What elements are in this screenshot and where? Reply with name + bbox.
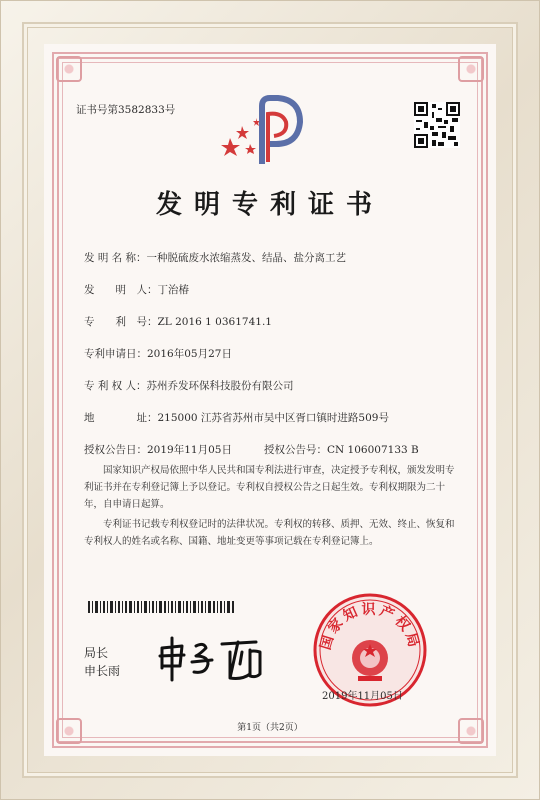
page-indicator: 第1页（共2页） (237, 723, 303, 733)
certificate-number: 证书号第3582833号 (76, 104, 176, 116)
inventor-label: 发 明 人： (84, 284, 158, 296)
grant-date-label: 授权公告日： (84, 444, 147, 456)
grant-number-row (264, 442, 419, 457)
body-paragraph: 国家知识产权局依照中华人民共和国专利法进行审查，决定授予专利权，颁发发明专利证书并在专利登记簿上予以登记。专利权自授权公告之日起生效。专利权期限为二十年，自申请日起算。 (84, 465, 455, 510)
filing-date-label: 专利申请日： (84, 348, 147, 360)
body-paragraph: 专利证书记载专利权登记时的法律状况。专利权的转移、质押、无效、终止、恢复和专利权人的姓名或名称、国籍、地址变更等事项记载在专利登记簿上。 (84, 519, 455, 547)
signature-icon (156, 634, 286, 684)
cnipa-logo-icon (220, 92, 304, 164)
patent-number-label: 专 利 号： (84, 316, 158, 328)
patent-number-value: ZL 2016 1 0361741.1 (157, 316, 272, 328)
grant-number-value: CN 106007133 B (327, 444, 419, 456)
inventor-row (84, 282, 189, 297)
patentee-value: 苏州乔发环保科技股份有限公司 (146, 380, 294, 392)
grant-date-row (84, 442, 232, 457)
address-row (84, 410, 389, 425)
director-title: 局长 (84, 646, 109, 660)
seal-date: 2019年11月05日 (322, 691, 403, 702)
grant-date-value: 2019年11月05日 (147, 444, 232, 456)
patentee-label: 专 利 权 人： (84, 380, 147, 392)
inventor-value: 丁治椿 (157, 284, 189, 296)
barcode-icon (88, 601, 236, 613)
address-value: 215000 江苏省苏州市吴中区胥口镇时进路509号 (157, 412, 389, 424)
invention-name-row (84, 250, 346, 265)
document-title: 发明专利证书 (155, 190, 384, 220)
seal-text: 国家知识产权局 (317, 602, 423, 652)
grant-number-label: 授权公告号： (264, 444, 327, 456)
patent-number-row (84, 314, 272, 329)
patentee-row (84, 378, 294, 393)
director-name: 申长雨 (84, 664, 121, 678)
corner-ornament (56, 56, 82, 82)
qr-code-icon (414, 102, 460, 148)
filing-date-row (84, 346, 232, 361)
corner-ornament (458, 56, 484, 82)
certificate-paper (44, 44, 496, 756)
invention-name-label: 发 明 名 称： (84, 252, 147, 264)
invention-name-value: 一种脱硫废水浓缩蒸发、结晶、盐分离工艺 (146, 252, 347, 264)
filing-date-value: 2016年05月27日 (147, 348, 232, 360)
address-label: 地 址： (84, 412, 158, 424)
